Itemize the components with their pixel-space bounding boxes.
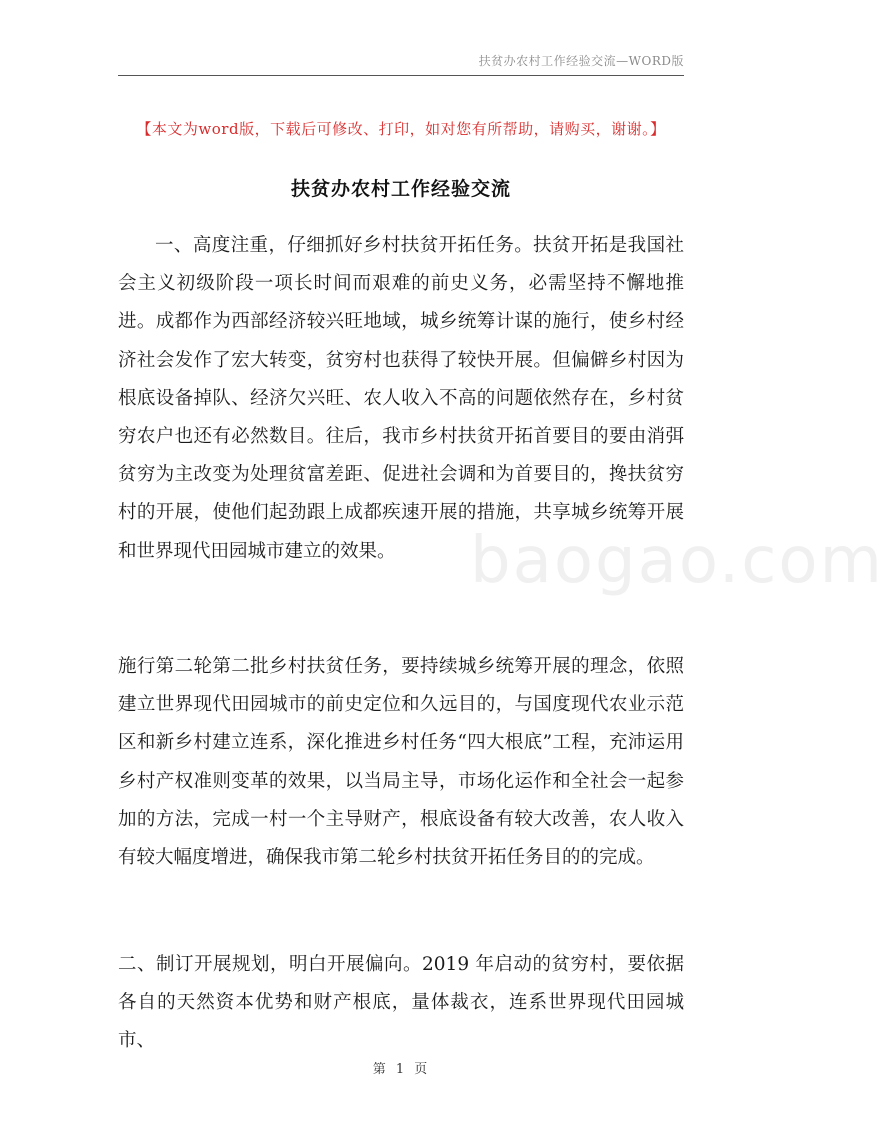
page-number: 1 bbox=[395, 1062, 405, 1077]
paragraph: 二、制订开展规划，明白开展偏向。2019 年启动的贫穷村，要依据各自的天然资本优势和财产根底，量体裁衣，连系世界现代田园城市、 bbox=[118, 954, 684, 1052]
header-divider bbox=[118, 75, 684, 76]
paragraph: 施行第二轮第二批乡村扶贫任务，要持续城乡统筹开展的理念，依照建立世界现代田园城市的前史定位和久远目的，与国度现代农业示范区和新乡村建立连系，深化推进乡村任务“四大根底”工程，充沛运用乡村产权准则变革的效果，以当局主导，市场化运作和全社会一起参加的方法，完成一村一个主导财产，根底设备有较大改善，农人收入有较大幅度增进，确保我市第二轮乡村扶贫开拓任务目的的完成。 bbox=[118, 656, 684, 869]
page-label-suffix: 页 bbox=[414, 1062, 428, 1077]
watermark: baogao.com bbox=[470, 524, 884, 598]
document-title: 扶贫办农村工作经验交流 bbox=[290, 178, 511, 200]
paragraph: 一、高度注重，仔细抓好乡村扶贫开拓任务。扶贫开拓是我国社会主义初级阶段一项长时间而艰难的前史义务，必需坚持不懈地推进。成都作为西部经济较兴旺地域，城乡统筹计谋的施行，使乡村经济社会发作了宏大转变，贫穷村也获得了较快开展。但偏僻乡村因为根底设备掉队、经济欠兴旺、农人收入不高的问题依然存在，乡村贫穷农户也还有必然数目。往后，我市乡村扶贫开拓首要目的要由消弭贫穷为主改变为处理贫富差距、促进社会调和为首要目的，搀扶贫穷村的开展，使他们起劲跟上成都疾速开展的措施，共享城乡统筹开展和世界现代田园城市建立的效果。 bbox=[118, 235, 684, 562]
running-header: 扶贫办农村工作经验交流—WORD版 bbox=[478, 54, 684, 68]
page-label-prefix: 第 bbox=[372, 1062, 386, 1077]
purchase-notice: 【本文为word版，下载后可修改、打印，如对您有所帮助，请购买，谢谢。】 bbox=[136, 120, 666, 138]
page-footer bbox=[0, 1058, 800, 1077]
